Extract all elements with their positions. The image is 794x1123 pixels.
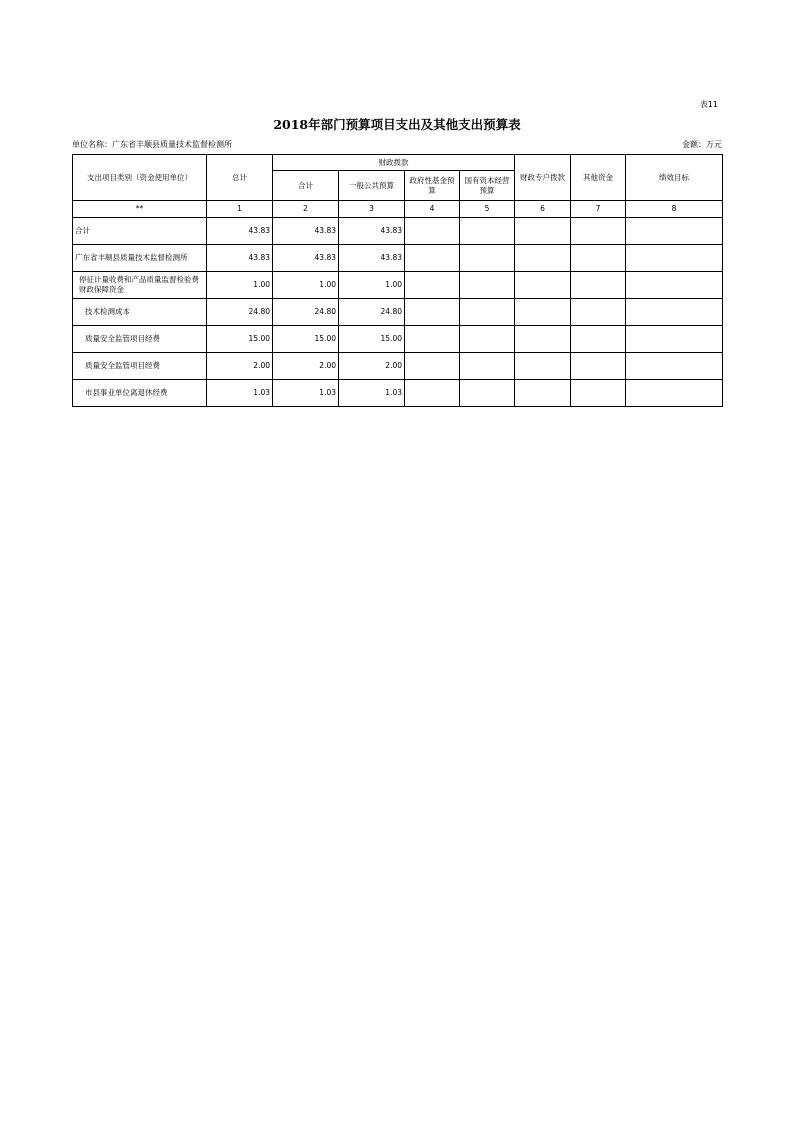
index-cell: 5 — [460, 201, 515, 218]
row-total: 43.83 — [207, 245, 273, 272]
index-cell: 4 — [405, 201, 460, 218]
empty-cell — [405, 245, 460, 272]
row-general: 1.00 — [339, 272, 405, 299]
empty-cell — [571, 245, 626, 272]
row-total: 43.83 — [207, 218, 273, 245]
empty-cell — [515, 326, 571, 353]
empty-cell — [405, 353, 460, 380]
row-subtotal: 43.83 — [273, 218, 339, 245]
index-cell: 7 — [571, 201, 626, 218]
empty-cell — [626, 218, 723, 245]
empty-cell — [626, 380, 723, 407]
row-general: 15.00 — [339, 326, 405, 353]
row-subtotal: 15.00 — [273, 326, 339, 353]
index-cell: 6 — [515, 201, 571, 218]
empty-cell — [405, 326, 460, 353]
empty-cell — [405, 299, 460, 326]
header-total: 总计 — [207, 155, 273, 201]
table-row — [73, 326, 723, 353]
table-row — [73, 299, 723, 326]
empty-cell — [460, 353, 515, 380]
empty-cell — [626, 245, 723, 272]
empty-cell — [460, 272, 515, 299]
empty-cell — [626, 326, 723, 353]
header-state-capital: 国有资本经营预算 — [460, 171, 515, 201]
row-general: 2.00 — [339, 353, 405, 380]
header-general-budget: 一般公共预算 — [339, 171, 405, 201]
empty-cell — [626, 272, 723, 299]
row-name: 技术检测成本 — [73, 299, 207, 326]
row-general: 43.83 — [339, 245, 405, 272]
row-name: 广东省丰顺县质量技术监督检测所 — [73, 245, 207, 272]
table-row — [73, 245, 723, 272]
row-name: 市县事业单位离退休经费 — [73, 380, 207, 407]
index-row — [73, 201, 723, 218]
index-cell: 8 — [626, 201, 723, 218]
header-gov-fund: 政府性基金预算 — [405, 171, 460, 201]
header-fiscal: 财政拨款 — [273, 155, 515, 171]
empty-cell — [515, 353, 571, 380]
empty-cell — [515, 299, 571, 326]
row-name: 质量安全监管项目经费 — [73, 353, 207, 380]
header-other-funds: 其他资金 — [571, 155, 626, 201]
row-total: 1.03 — [207, 380, 273, 407]
empty-cell — [405, 272, 460, 299]
row-subtotal: 1.03 — [273, 380, 339, 407]
unit-name: 单位名称：广东省丰顺县质量技术监督检测所 — [72, 140, 232, 149]
empty-cell — [515, 218, 571, 245]
page-title: 2018年部门预算项目支出及其他支出预算表 — [273, 117, 521, 132]
empty-cell — [405, 380, 460, 407]
empty-cell — [571, 218, 626, 245]
row-general: 43.83 — [339, 218, 405, 245]
table-row — [73, 272, 723, 299]
empty-cell — [571, 326, 626, 353]
empty-cell — [571, 299, 626, 326]
empty-cell — [460, 245, 515, 272]
empty-cell — [626, 299, 723, 326]
table-row — [73, 353, 723, 380]
row-general: 1.03 — [339, 380, 405, 407]
table-number: 表11 — [699, 100, 718, 109]
empty-cell — [571, 272, 626, 299]
empty-cell — [460, 218, 515, 245]
index-cell: 1 — [207, 201, 273, 218]
empty-cell — [405, 218, 460, 245]
table-row — [73, 380, 723, 407]
empty-cell — [571, 380, 626, 407]
empty-cell — [515, 272, 571, 299]
header-category: 支出项目类别（资金使用单位） — [73, 155, 207, 201]
header-special-account: 财政专户拨款 — [515, 155, 571, 201]
row-general: 24.80 — [339, 299, 405, 326]
row-name: 质量安全监管项目经费 — [73, 326, 207, 353]
row-subtotal: 43.83 — [273, 245, 339, 272]
index-cell: ** — [73, 201, 207, 218]
header-performance: 绩效目标 — [626, 155, 723, 201]
row-subtotal: 2.00 — [273, 353, 339, 380]
empty-cell — [460, 326, 515, 353]
header-subtotal: 合计 — [273, 171, 339, 201]
row-name: 停征计量收费和产品质量监督检验费财政保障资金 — [73, 272, 207, 299]
empty-cell — [460, 299, 515, 326]
budget-table — [72, 154, 723, 407]
row-name: 合计 — [73, 218, 207, 245]
index-cell: 3 — [339, 201, 405, 218]
row-subtotal: 24.80 — [273, 299, 339, 326]
row-total: 1.00 — [207, 272, 273, 299]
empty-cell — [571, 353, 626, 380]
amount-unit: 金额：万元 — [682, 140, 722, 149]
index-cell: 2 — [273, 201, 339, 218]
empty-cell — [515, 380, 571, 407]
table-row — [73, 218, 723, 245]
row-total: 24.80 — [207, 299, 273, 326]
row-total: 15.00 — [207, 326, 273, 353]
empty-cell — [460, 380, 515, 407]
empty-cell — [515, 245, 571, 272]
row-subtotal: 1.00 — [273, 272, 339, 299]
empty-cell — [626, 353, 723, 380]
row-total: 2.00 — [207, 353, 273, 380]
